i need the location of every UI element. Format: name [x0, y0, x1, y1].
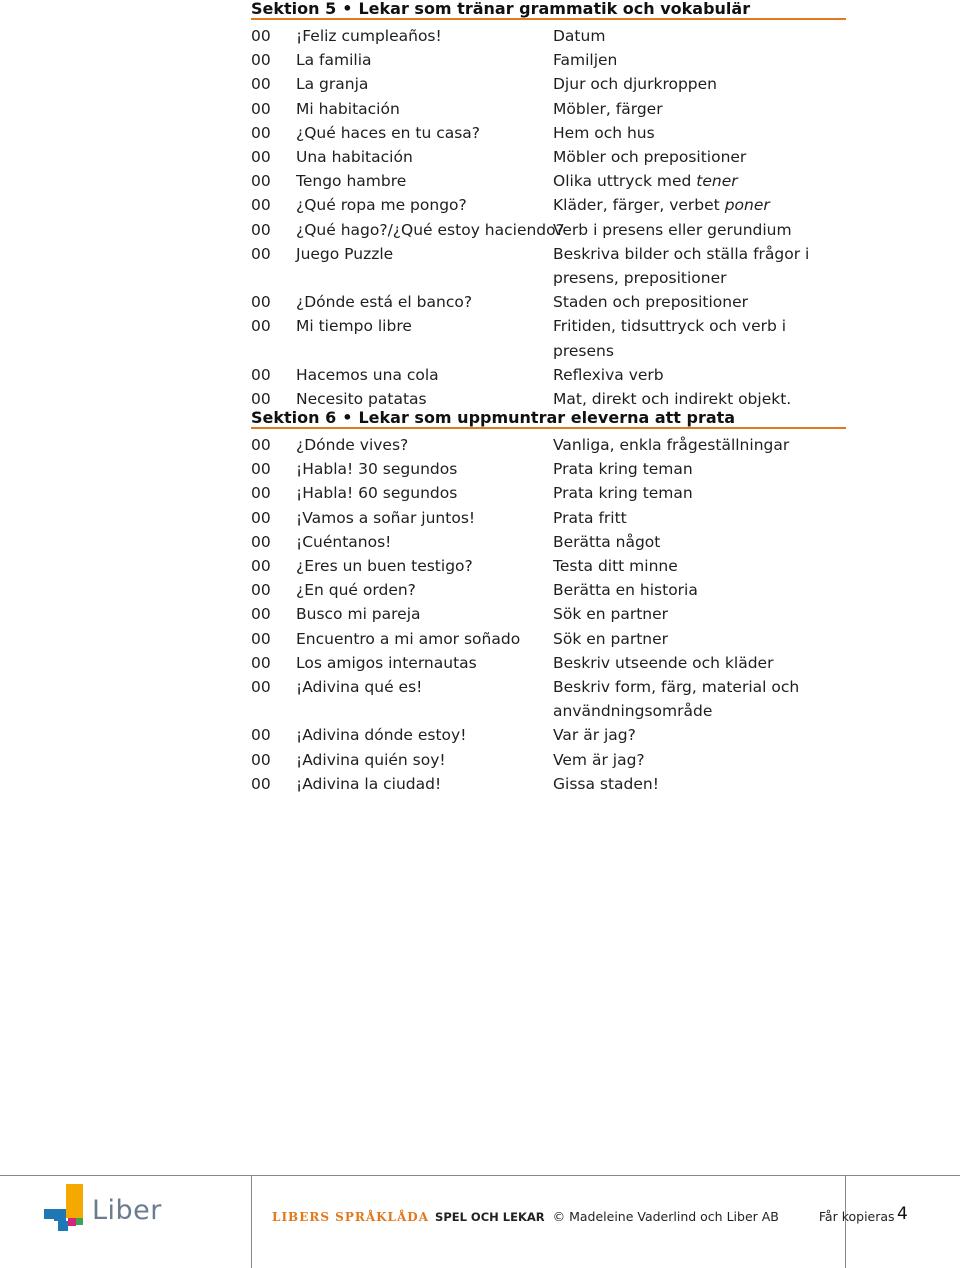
game-title: Los amigos internautas: [296, 653, 477, 672]
description-italic-term: poner: [724, 196, 770, 215]
description-text: Hem och hus: [553, 123, 655, 142]
section-title: Lekar som uppmuntrar eleverna att prata: [358, 408, 736, 427]
game-title: Mi habitación: [296, 99, 400, 118]
list-item: [251, 651, 846, 675]
game-description: [553, 457, 846, 481]
item-page-number: 00: [251, 75, 271, 94]
list-item: [251, 602, 846, 626]
game-title: La familia: [296, 51, 372, 70]
section-title: Lekar som tränar grammatik och vokabulär: [358, 0, 751, 18]
description-text: Beskriva bilder och ställa frågor i presens, prepositioner: [553, 244, 810, 288]
list-item: [251, 675, 846, 723]
game-description: [553, 481, 846, 505]
game-description: [553, 314, 846, 362]
game-title: La granja: [296, 75, 369, 94]
item-page-number: 00: [251, 484, 271, 503]
item-page-number: 00: [251, 750, 271, 769]
description-italic-term: tener: [696, 172, 738, 191]
item-page-number: 00: [251, 508, 271, 527]
description-text: Sök en partner: [553, 629, 669, 648]
description-text: Kläder, färger, verbet: [553, 196, 725, 215]
game-description: [553, 121, 846, 145]
description-text: Var är jag?: [553, 726, 636, 745]
section-heading: [251, 409, 846, 429]
description-text: Verb i presens eller gerundium: [553, 220, 792, 239]
item-page-number: 00: [251, 460, 271, 479]
section-heading: [251, 0, 846, 20]
game-description: [553, 97, 846, 121]
game-title: Tengo hambre: [296, 172, 407, 191]
description-text: Sök en partner: [553, 605, 669, 624]
game-title: ¡Cuéntanos!: [296, 532, 392, 551]
item-page-number: 00: [251, 220, 271, 239]
list-item: [251, 363, 846, 387]
list-item: [251, 121, 846, 145]
item-page-number: 00: [251, 726, 271, 745]
game-description: [553, 433, 846, 457]
list-item: [251, 627, 846, 651]
list-item: [251, 578, 846, 602]
description-text: Beskriv form, färg, material och användningsområde: [553, 678, 800, 721]
item-page-number: 00: [251, 629, 271, 648]
list-item: [251, 145, 846, 169]
item-page-number: 00: [251, 436, 271, 454]
description-text: Vanliga, enkla frågeställningar: [553, 436, 790, 454]
game-description: [553, 530, 846, 554]
item-page-number: 00: [251, 244, 271, 263]
game-title: ¿Dónde está el banco?: [296, 293, 473, 312]
game-title: ¿Dónde vives?: [296, 436, 409, 454]
game-title: ¡Adivina la ciudad!: [296, 774, 442, 793]
section-5: [251, 0, 846, 411]
copyright-notice: © Madeleine Vaderlind och Liber AB: [552, 1209, 779, 1224]
heading-bullet: •: [342, 0, 353, 18]
description-text: Berätta något: [553, 532, 661, 551]
logo-wordmark: Liber: [92, 1195, 162, 1226]
list-item: [251, 314, 846, 362]
description-text: Olika uttryck med: [553, 172, 697, 191]
game-description: [553, 602, 846, 626]
game-description: [553, 675, 846, 723]
list-item: [251, 169, 846, 193]
description-text: Mat, direkt och indirekt objekt.: [553, 390, 792, 409]
series-name: LIBERS SPRÅKLÅDA: [272, 1210, 430, 1224]
list-item: [251, 748, 846, 772]
item-page-number: 00: [251, 774, 271, 793]
description-text: Staden och prepositioner: [553, 293, 749, 312]
game-title: ¡Habla! 60 segundos: [296, 484, 458, 503]
list-item: [251, 97, 846, 121]
game-title: ¿Qué ropa me pongo?: [296, 196, 467, 215]
game-title: ¿Eres un buen testigo?: [296, 557, 473, 576]
game-description: [553, 48, 846, 72]
product-name: SPEL OCH LEKAR: [435, 1210, 545, 1224]
game-description: [553, 218, 846, 242]
item-page-number: 00: [251, 532, 271, 551]
list-item: [251, 242, 846, 290]
game-title: ¿En qué orden?: [296, 581, 416, 600]
game-title: ¡Vamos a soñar juntos!: [296, 508, 476, 527]
game-description: [553, 506, 846, 530]
item-page-number: 00: [251, 172, 271, 191]
game-title: Juego Puzzle: [296, 244, 394, 263]
game-title: ¡Feliz cumpleaños!: [296, 27, 442, 45]
game-title: ¡Adivina dónde estoy!: [296, 726, 467, 745]
list-item: [251, 218, 846, 242]
game-description: [553, 578, 846, 602]
section-number: Sektion 5: [251, 0, 337, 18]
game-title: Encuentro a mi amor soñado: [296, 629, 521, 648]
list-item: [251, 72, 846, 96]
list-item: [251, 433, 846, 457]
item-page-number: 00: [251, 148, 271, 167]
description-text: Testa ditt minne: [553, 557, 678, 576]
item-page-number: 00: [251, 557, 271, 576]
description-text: Gissa staden!: [553, 774, 659, 793]
game-title: ¿Qué hago?/¿Qué estoy haciendo?: [296, 220, 564, 239]
description-text: Djur och djurkroppen: [553, 75, 717, 94]
item-page-number: 00: [251, 390, 271, 409]
description-text: Berätta en historia: [553, 581, 698, 600]
description-text: Vem är jag?: [553, 750, 645, 769]
description-text: Prata kring teman: [553, 484, 693, 503]
list-item: [251, 457, 846, 481]
description-text: Prata fritt: [553, 508, 627, 527]
description-text: Möbler och prepositioner: [553, 148, 747, 167]
description-text: Beskriv utseende och kläder: [553, 653, 774, 672]
item-page-number: 00: [251, 293, 271, 312]
description-text: Fritiden, tidsuttryck och verb i presens: [553, 317, 787, 360]
list-item: [251, 530, 846, 554]
game-description: [553, 554, 846, 578]
item-page-number: 00: [251, 196, 271, 215]
section-6: [251, 409, 846, 796]
item-page-number: 00: [251, 51, 271, 70]
game-title: Necesito patatas: [296, 390, 427, 409]
description-text: Möbler, färger: [553, 99, 663, 118]
game-description: [553, 24, 846, 48]
game-description: [553, 723, 846, 747]
item-page-number: 00: [251, 27, 271, 45]
game-title: ¡Habla! 30 segundos: [296, 460, 458, 479]
item-page-number: 00: [251, 317, 271, 336]
game-title: Hacemos una cola: [296, 365, 439, 384]
section-number: Sektion 6: [251, 408, 337, 427]
item-page-number: 00: [251, 99, 271, 118]
game-description: [553, 651, 846, 675]
list-item: [251, 772, 846, 796]
game-title: ¡Adivina qué es!: [296, 678, 423, 697]
game-description: [553, 145, 846, 169]
list-item: [251, 554, 846, 578]
list-item: [251, 290, 846, 314]
game-description: [553, 169, 846, 193]
game-list: [251, 433, 846, 796]
list-item: [251, 723, 846, 747]
game-list: [251, 24, 846, 411]
game-description: [553, 363, 846, 387]
description-text: Reflexiva verb: [553, 365, 664, 384]
item-page-number: 00: [251, 581, 271, 600]
list-item: [251, 481, 846, 505]
game-description: [553, 627, 846, 651]
item-page-number: 00: [251, 678, 271, 697]
description-text: Prata kring teman: [553, 460, 693, 479]
game-description: [553, 290, 846, 314]
footer-column-divider: [251, 1175, 252, 1268]
game-description: [553, 72, 846, 96]
game-title: ¡Adivina quién soy!: [296, 750, 446, 769]
item-page-number: 00: [251, 123, 271, 142]
item-page-number: 00: [251, 365, 271, 384]
item-page-number: 00: [251, 605, 271, 624]
description-text: Datum: [553, 27, 606, 45]
game-description: [553, 193, 846, 217]
game-description: [553, 242, 846, 290]
list-item: [251, 506, 846, 530]
game-title: Busco mi pareja: [296, 605, 421, 624]
list-item: [251, 24, 846, 48]
game-description: [553, 772, 846, 796]
description-text: Familjen: [553, 51, 618, 70]
game-title: Una habitación: [296, 148, 413, 167]
copy-permission: Får kopieras: [818, 1209, 895, 1224]
footer-credits: [272, 1209, 895, 1224]
list-item: [251, 48, 846, 72]
item-page-number: 00: [251, 653, 271, 672]
game-title: ¿Qué haces en tu casa?: [296, 123, 481, 142]
game-title: Mi tiempo libre: [296, 317, 412, 336]
list-item: [251, 193, 846, 217]
game-description: [553, 748, 846, 772]
footer-divider: [0, 1175, 960, 1176]
heading-bullet: •: [342, 408, 353, 427]
page-number: 4: [897, 1204, 908, 1224]
